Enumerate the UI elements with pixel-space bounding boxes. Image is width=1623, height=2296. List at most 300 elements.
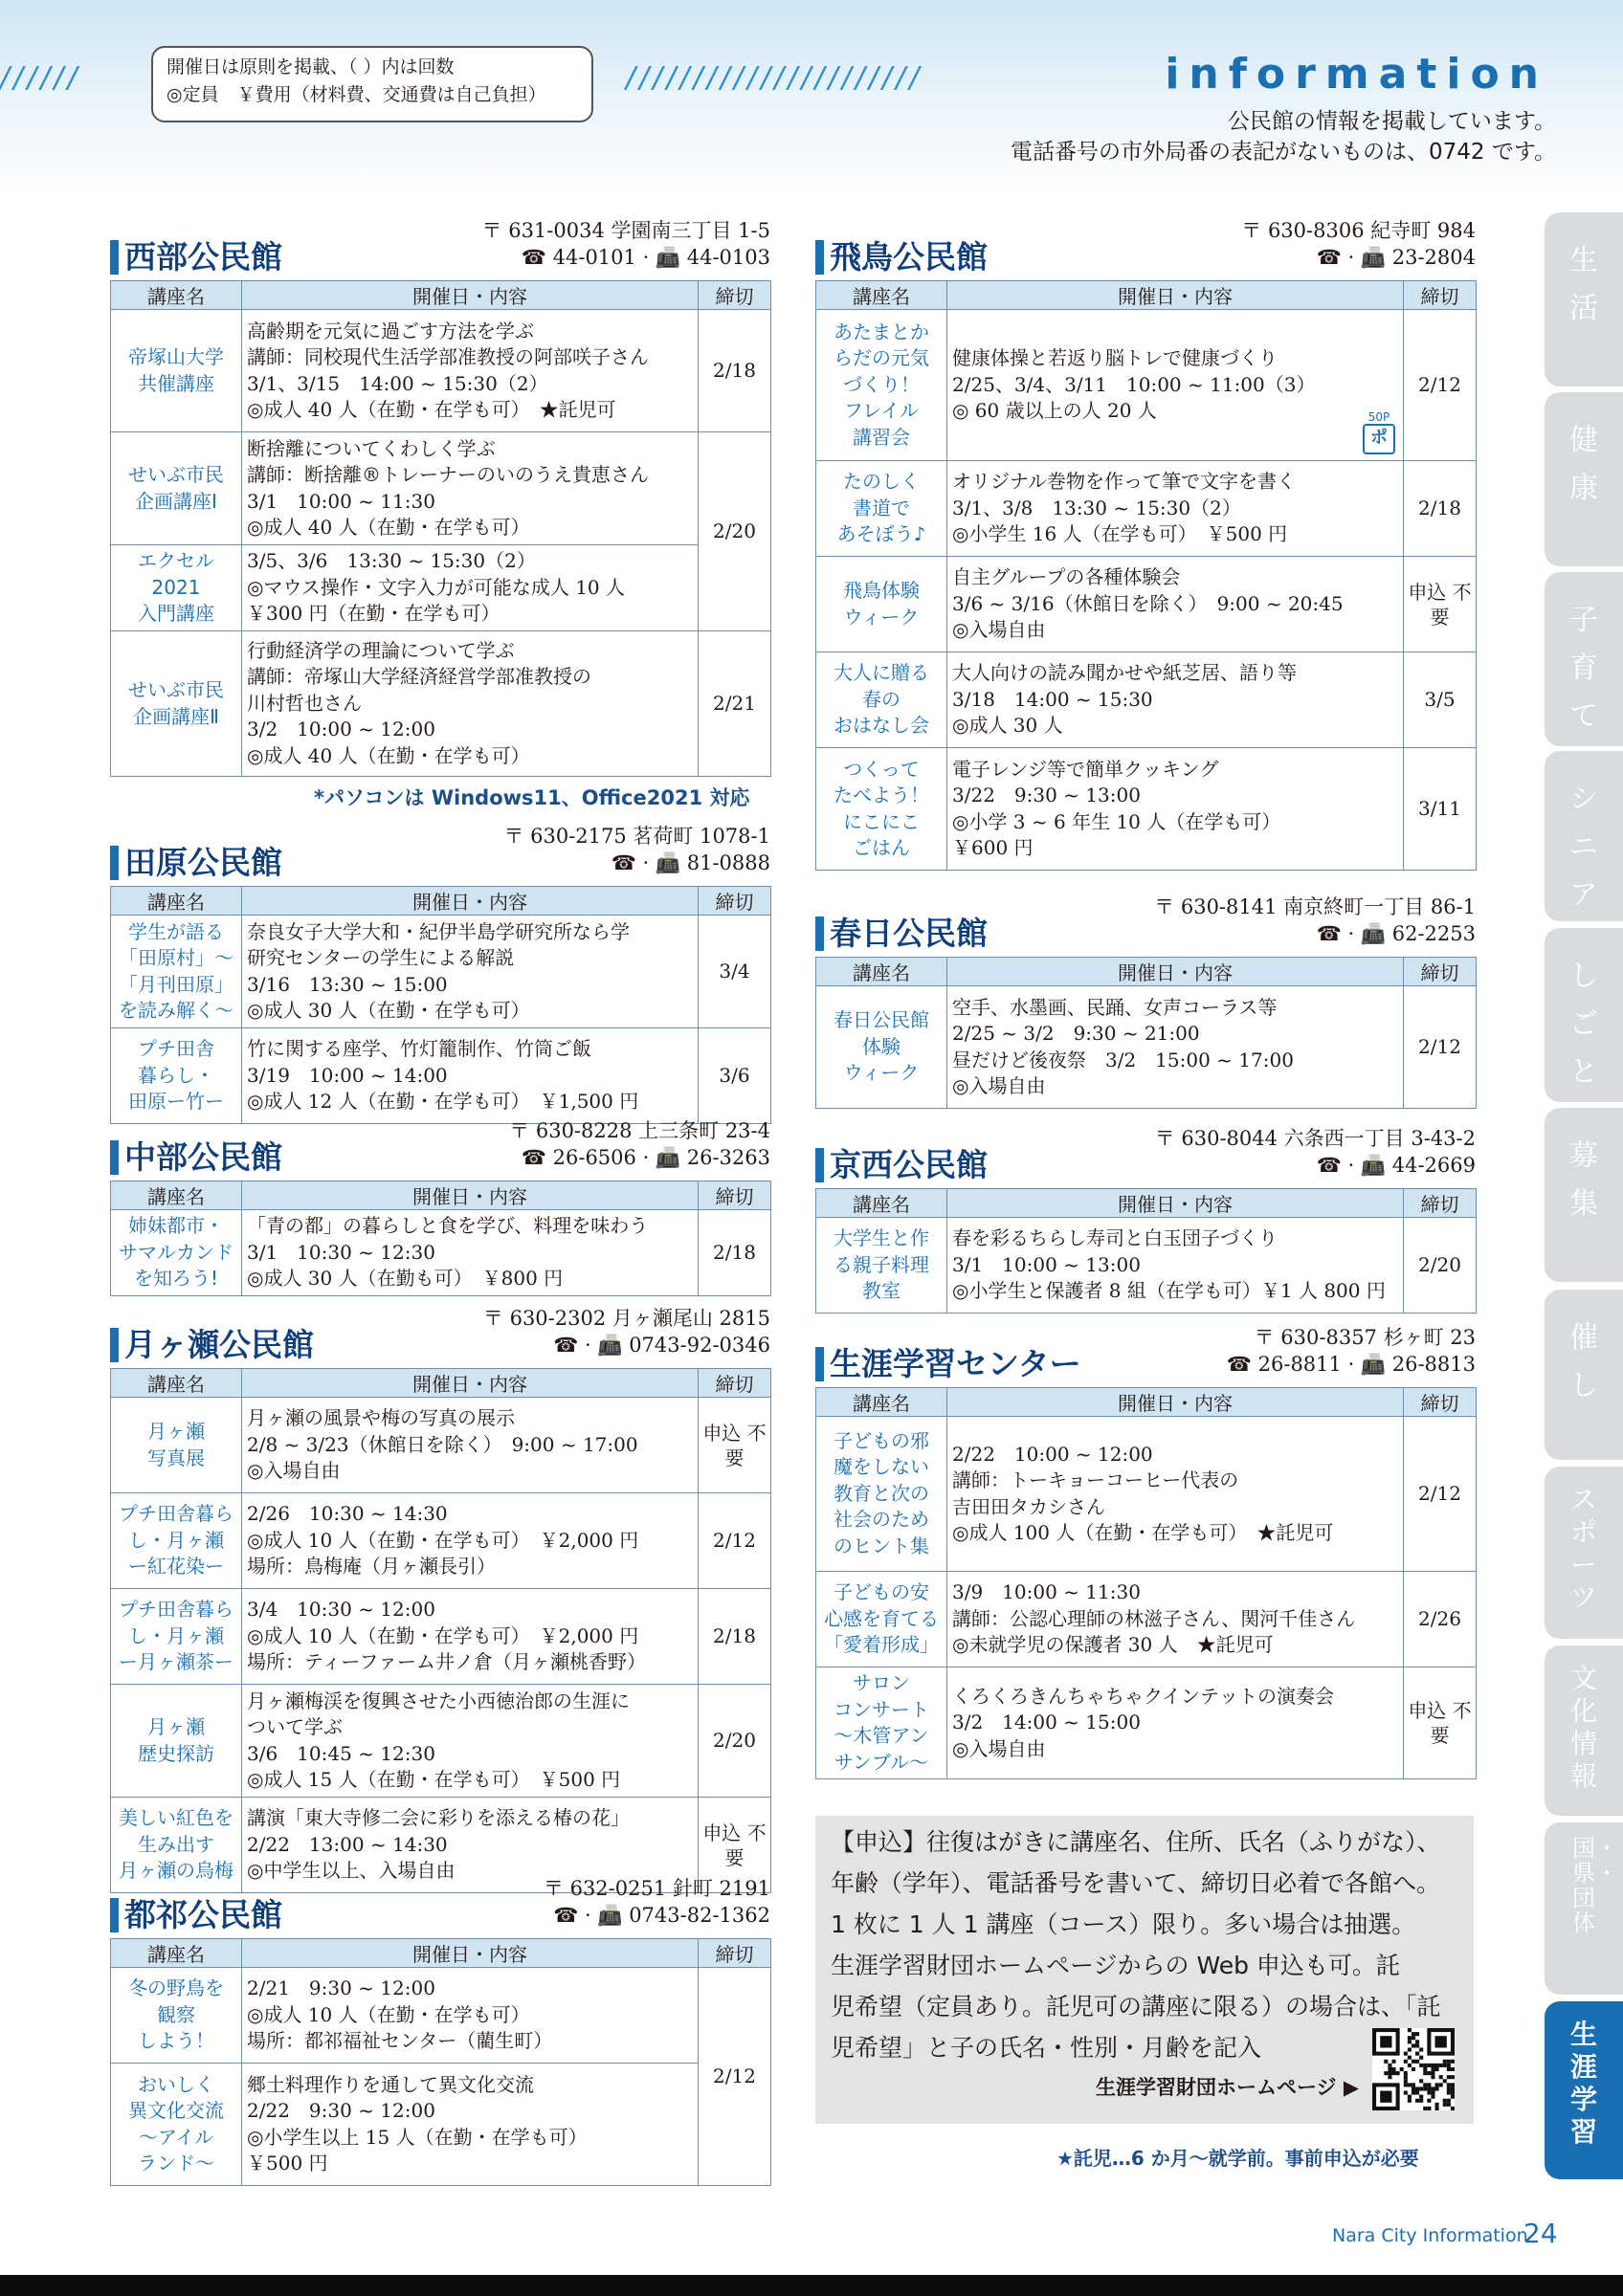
course-content-line: 場所：都祁福祉センター（藺生町） <box>247 2029 553 2053</box>
course-content-line: ◎成人 15 人（在勤・在学も可） ￥500 円 <box>247 1768 621 1791</box>
column-header-deadline: 締切 <box>699 281 771 310</box>
course-content-line: 郷土料理作りを通して異文化交流 <box>247 2072 534 2096</box>
course-content-line: 3/1 10:30 ~ 12:30 <box>247 1240 435 1264</box>
section-5 <box>815 213 1476 871</box>
table-header-row <box>816 1189 1477 1218</box>
course-content-line: 講師：トーキョーコーヒー代表の <box>952 1468 1239 1491</box>
course-content-line: ◎小学生以上 15 人（在勤・在学も可） <box>247 2125 588 2149</box>
course-content <box>947 557 1404 652</box>
course-name <box>111 1398 242 1493</box>
sidebar-tab-0[interactable] <box>1545 212 1623 386</box>
course-name-line: 異文化交流 <box>128 2099 224 2122</box>
course-content-line: 講師：同校現代生活学部准教授の阿部咲子さん <box>247 345 649 368</box>
course-name-line: 2021 <box>151 575 201 599</box>
course-name-line: 大学生と作 <box>834 1226 929 1250</box>
course-content-line: 2/22 9:30 ~ 12:00 <box>247 2099 435 2122</box>
phone-fax: ☎ 26-6506 · 📠 26-3263 <box>521 1146 770 1169</box>
column-header-content: 開催日・内容 <box>242 1181 699 1210</box>
sidebar-tab-1[interactable] <box>1545 392 1623 566</box>
course-name-line: 共催講座 <box>138 371 214 395</box>
column-header-content: 開催日・内容 <box>947 1189 1404 1218</box>
course-content-line: ◎小学生 16 人（在学も可） ￥500 円 <box>952 522 1288 546</box>
postal-address: 〒 630-2175 茗荷町 1078-1 <box>503 825 770 848</box>
course-deadline: 3/4 <box>699 916 771 1028</box>
postal-address: 〒 630-8306 紀寺町 984 <box>1241 219 1476 242</box>
course-name <box>111 916 242 1028</box>
table-header-row <box>816 1388 1477 1417</box>
course-name-line: 飛鳥体験 <box>843 579 920 602</box>
table-row <box>111 1685 771 1798</box>
course-deadline: 2/18 <box>699 1589 771 1685</box>
course-content <box>242 1685 699 1798</box>
course-content-line: ◎成人 100 人（在勤・在学も可） ★託児可 <box>952 1521 1334 1544</box>
course-content-line: ◎成人 10 人（在勤・在学も可） <box>247 2002 530 2026</box>
table-row <box>816 310 1477 461</box>
sidebar-tab-8[interactable] <box>1545 1645 1623 1816</box>
application-text-line: 児希望（定員あり。託児可の講座に限る）の場合は、「託 <box>831 1993 1441 2020</box>
table-row <box>111 2064 771 2186</box>
course-content <box>242 545 699 631</box>
course-name-line: を読み解く～ <box>119 999 233 1022</box>
application-text <box>831 1821 1464 2068</box>
course-name-line: あたまとか <box>834 320 929 343</box>
course-content <box>242 1028 699 1124</box>
course-name <box>816 1572 947 1667</box>
course-deadline: 2/12 <box>1404 986 1477 1109</box>
column-header-deadline: 締切 <box>699 1939 771 1968</box>
table-row <box>816 1667 1477 1779</box>
course-name-line: 「月刊田原」 <box>119 972 233 996</box>
course-content <box>242 631 699 777</box>
phone-fax: ☎ 26-8811 · 📠 26-8813 <box>1226 1353 1476 1376</box>
course-content-line: ◎ 60 歳以上の人 20 人 <box>952 399 1157 423</box>
table-row <box>816 1417 1477 1572</box>
course-name-line: 冬の野鳥を <box>128 1976 224 2000</box>
application-info-box <box>815 1816 1474 2124</box>
application-text-line: 【申込】往復はがきに講座名、住所、氏名（ふりがな）、 <box>831 1828 1441 1856</box>
table-row <box>816 1218 1477 1314</box>
course-content-line: ◎未就学児の保護者 30 人 ★託児可 <box>952 1633 1274 1657</box>
course-content-line: 電子レンジ等で簡単クッキング <box>952 757 1219 781</box>
course-table <box>815 1387 1477 1779</box>
course-content <box>242 1398 699 1493</box>
course-name-line: たのしく <box>843 470 920 494</box>
course-content <box>242 1589 699 1685</box>
course-content-line: ◎成人 30 人（在勤も可） ￥800 円 <box>247 1267 564 1291</box>
postal-address: 〒 630-8228 上三条町 23-4 <box>509 1119 770 1142</box>
course-content-line: ◎マウス操作・文字入力が可能な成人 10 人 <box>247 575 626 599</box>
table-row <box>111 1493 771 1589</box>
sidebar-tab-3[interactable] <box>1545 751 1623 921</box>
course-content-line: 3/1 10:00 ~ 11:30 <box>247 489 435 513</box>
postal-address: 〒 632-0251 針町 2191 <box>543 1877 770 1900</box>
course-content <box>947 1667 1404 1779</box>
sidebar-tab-2[interactable] <box>1545 572 1623 746</box>
course-name-line: 企画講座Ⅱ <box>133 704 219 728</box>
course-name-line: 春日公民館 <box>834 1008 929 1032</box>
table-header-row <box>816 958 1477 986</box>
course-content-line: ◎成人 10 人（在勤・在学も可） ￥2,000 円 <box>247 1528 639 1552</box>
course-content <box>242 1493 699 1589</box>
course-name-line: 大人に贈る <box>834 661 929 685</box>
column-header-name: 講座名 <box>816 958 947 986</box>
course-name <box>111 1685 242 1798</box>
section-header <box>110 1301 770 1368</box>
course-name-line: プチ田舎暮ら <box>119 1502 233 1526</box>
course-content-line: 3/22 9:30 ~ 13:00 <box>952 784 1141 806</box>
information-title: information <box>1165 50 1548 99</box>
course-content-line: 2/21 9:30 ~ 12:00 <box>247 1976 435 2000</box>
course-name-line: サンブル～ <box>834 1750 929 1774</box>
course-content-line: 3/4 10:30 ~ 12:00 <box>247 1598 435 1622</box>
course-name-line: 入門講座 <box>138 602 214 626</box>
sidebar-tab-label: 子育て <box>1569 604 1598 733</box>
course-content-line: 場所：鳥梅庵（月ヶ瀬長引） <box>247 1555 496 1578</box>
column-header-name: 講座名 <box>816 1388 947 1417</box>
sidebar-tab-label: 国・県・団体 <box>1572 1835 1618 1936</box>
course-content-line: ￥500 円 <box>247 2152 328 2175</box>
section-note: *パソコンは Windows11、Office2021 対応 <box>314 786 750 809</box>
course-name <box>816 986 947 1109</box>
childcare-footnote: ★託児…6 か月～就学前。事前申込が必要 <box>1056 2147 1419 2170</box>
course-content-line: 3/1 10:00 ~ 13:00 <box>952 1252 1141 1276</box>
course-content-line: ◎成人 30 人 <box>952 714 1063 738</box>
postal-address: 〒 631-0034 学園南三丁目 1-5 <box>481 219 770 242</box>
course-name <box>111 432 242 545</box>
course-name <box>816 1218 947 1314</box>
table-header-row <box>816 281 1477 310</box>
course-content-line: 竹に関する座学、竹灯籠制作、竹筒ご飯 <box>247 1037 591 1061</box>
header-slash-decoration-right: ////////////////////// <box>626 61 923 95</box>
course-content-line: 行動経済学の理論について学ぶ <box>247 638 515 662</box>
course-content-line: 3/6 10:45 ~ 12:30 <box>247 1741 435 1765</box>
course-content-line: ◎成人 40 人（在勤・在学も可） <box>247 743 530 767</box>
table-row <box>816 557 1477 652</box>
sidebar-tab-label: しごと <box>1569 960 1598 1089</box>
column-header-name: 講座名 <box>816 281 947 310</box>
course-content-line: 2/25 ~ 3/2 9:30 ~ 21:00 <box>952 1022 1200 1045</box>
course-name-line: おいしく <box>138 2072 214 2096</box>
course-content-line: 3/6 ~ 3/16（休館日を除く） 9:00 ~ 20:45 <box>952 591 1344 615</box>
course-deadline: 2/18 <box>699 1210 771 1296</box>
course-name <box>111 310 242 432</box>
table-row <box>816 748 1477 871</box>
table-row <box>816 986 1477 1109</box>
course-content-line: 講師：断捨離®トレーナーのいのうえ貴恵さん <box>247 463 649 486</box>
homepage-link[interactable]: 生涯学習財団ホームページ ▶ <box>1095 2076 1359 2099</box>
course-content <box>947 986 1404 1109</box>
course-name-line: たべよう！ <box>834 784 929 806</box>
phone-fax: ☎ · 📠 23-2804 <box>1316 246 1476 269</box>
course-name-line: プチ田舎暮ら <box>119 1598 233 1622</box>
course-table <box>815 280 1477 871</box>
course-content <box>242 916 699 1028</box>
section-2 <box>110 1114 770 1296</box>
section-title: 中部公民館 <box>110 1140 282 1175</box>
course-table <box>110 1938 771 2186</box>
course-deadline: 2/26 <box>1404 1572 1477 1667</box>
column-header-content: 開催日・内容 <box>947 281 1404 310</box>
course-name <box>111 1968 242 2064</box>
course-content-line: ◎成人 40 人（在勤・在学も可） ★託児可 <box>247 398 616 421</box>
course-name-line: ～木管アン <box>834 1724 929 1747</box>
course-deadline: 3/11 <box>1404 748 1477 871</box>
course-name-line: ー月ヶ瀬茶ー <box>119 1650 233 1674</box>
course-name-line: 観察 <box>157 2002 195 2026</box>
point-badge-icon <box>1363 411 1395 454</box>
section-1 <box>110 819 770 1124</box>
course-content-line: ◎入場自由 <box>952 1074 1046 1097</box>
course-deadline: 2/21 <box>699 631 771 777</box>
course-content-line: 講演「東大寺修二会に彩りを添える椿の花」 <box>247 1806 630 1830</box>
course-content-line: 場所：ティーファーム井ノ倉（月ヶ瀬桃香野） <box>247 1650 646 1674</box>
course-name-line: コンサート <box>834 1697 929 1721</box>
course-content <box>242 1210 699 1296</box>
course-content-line: 研究センターの学生による解説 <box>247 946 515 969</box>
course-name-line: 魔をしない <box>834 1455 929 1479</box>
course-name-line: 子どもの安 <box>834 1580 929 1604</box>
course-name-line: 月ヶ瀬 <box>147 1420 205 1443</box>
course-name-line: らだの元気 <box>834 346 929 370</box>
course-content-line: 3/5、3/6 13:30 ~ 15:30（2） <box>247 549 536 573</box>
sidebar-tab-label: 生涯学習 <box>1570 2019 1598 2148</box>
course-name-line: 「愛着形成」 <box>824 1633 939 1657</box>
section-address <box>503 823 770 876</box>
table-row <box>111 916 771 1028</box>
course-content <box>242 2064 699 2186</box>
column-header-deadline: 締切 <box>1404 281 1477 310</box>
course-table <box>110 1181 771 1296</box>
course-content-line: ￥300 円（在勤・在学も可） <box>247 602 500 626</box>
course-table <box>110 1368 771 1893</box>
course-deadline: 2/20 <box>1404 1218 1477 1314</box>
information-subtitle-1: 公民館の情報を掲載しています。 <box>1227 109 1556 134</box>
column-header-content: 開催日・内容 <box>242 281 699 310</box>
phone-fax: ☎ · 📠 0743-82-1362 <box>553 1904 770 1927</box>
course-name <box>816 748 947 871</box>
qr-code-icon[interactable] <box>1372 2028 1455 2110</box>
section-address <box>1154 894 1476 947</box>
table-row <box>111 545 771 631</box>
table-row <box>111 1398 771 1493</box>
course-content-line: 自主グループの各種体験会 <box>952 565 1181 589</box>
bottom-bar <box>0 2275 1623 2296</box>
sidebar-tab-5[interactable] <box>1545 1108 1623 1282</box>
course-content-line: 高齢期を元気に過ごす方法を学ぶ <box>247 319 534 342</box>
course-content-line: 川村哲也さん <box>247 691 362 715</box>
course-name-line: 書道で <box>853 496 910 519</box>
course-name <box>111 2064 242 2186</box>
section-address <box>1227 1324 1476 1378</box>
course-table <box>110 886 771 1124</box>
course-deadline: 2/12 <box>1404 310 1477 461</box>
table-header-row <box>111 1181 771 1210</box>
course-name-line: せいぶ市民 <box>128 463 224 486</box>
table-row <box>816 1572 1477 1667</box>
table-header-row <box>111 1369 771 1398</box>
course-content-line: ◎成人 30 人（在勤・在学も可） <box>247 999 530 1022</box>
course-name-line: 生み出す <box>138 1832 214 1856</box>
course-name-line: 月ヶ瀬の烏梅 <box>119 1859 233 1883</box>
application-text-line: 1 枚に 1 人 1 講座（コース）限り。多い場合は抽選。 <box>831 1910 1416 1938</box>
course-content <box>947 652 1404 748</box>
course-name-line: つくって <box>843 757 920 781</box>
sidebar-tab-6[interactable] <box>1545 1290 1623 1460</box>
course-name-line: 教育と次の <box>834 1481 929 1505</box>
column-header-deadline: 締切 <box>699 887 771 916</box>
course-content-line: 空手、水墨画、民踊、女声コーラス等 <box>952 995 1278 1019</box>
course-name-line: せいぶ市民 <box>128 678 224 701</box>
course-deadline: 申込 不要 <box>1404 1667 1477 1779</box>
course-deadline: 2/12 <box>1404 1417 1477 1572</box>
course-name-line: 企画講座Ⅰ <box>135 489 217 513</box>
course-name-line: づくり！ <box>843 372 920 396</box>
section-title: 春日公民館 <box>815 916 988 951</box>
course-name <box>111 545 242 631</box>
table-header-row <box>111 887 771 916</box>
course-name-line: 暮らし・ <box>138 1063 214 1087</box>
course-deadline: 2/18 <box>1404 461 1477 557</box>
section-header <box>815 1121 1476 1188</box>
course-content-line: ついて学ぶ <box>247 1715 343 1738</box>
phone-fax: ☎ · 📠 81-0888 <box>611 851 770 874</box>
section-3 <box>110 1301 770 1893</box>
section-header <box>110 819 770 886</box>
course-name-line: 月ヶ瀬 <box>147 1715 205 1738</box>
table-row <box>111 1210 771 1296</box>
course-content-line: 3/18 14:00 ~ 15:30 <box>952 687 1153 711</box>
sidebar-tab-7[interactable] <box>1545 1467 1623 1639</box>
course-name-line: 写真展 <box>147 1446 205 1469</box>
course-name-line: おはなし会 <box>834 714 929 738</box>
course-deadline: 申込 不要 <box>699 1798 771 1893</box>
course-content-line: 3/1、3/15 14:00 ~ 15:30（2） <box>247 371 548 395</box>
section-address <box>1241 217 1476 271</box>
table-row <box>111 310 771 432</box>
course-content-line: 2/22 10:00 ~ 12:00 <box>952 1442 1153 1466</box>
course-name-line: ウィーク <box>843 1061 920 1085</box>
header-slash-decoration-left: ////// <box>0 61 81 95</box>
course-name <box>816 557 947 652</box>
course-name-line: を知ろう! <box>133 1267 219 1291</box>
table-row <box>816 652 1477 748</box>
column-header-content: 開催日・内容 <box>242 1369 699 1398</box>
section-address <box>509 1117 770 1171</box>
course-name-line: る親子料理 <box>834 1252 929 1276</box>
course-name <box>111 1028 242 1124</box>
sidebar-tab-9[interactable] <box>1545 1822 1623 1995</box>
course-name-line: 美しい紅色を <box>119 1806 233 1830</box>
postal-address: 〒 630-8141 南京終町一丁目 86-1 <box>1154 895 1476 918</box>
course-name <box>816 1667 947 1779</box>
course-name-line: 心感を育てる <box>824 1606 939 1630</box>
qr-code-pattern <box>1372 2028 1455 2110</box>
sidebar-tab-10[interactable] <box>1545 2001 1623 2179</box>
section-address <box>544 1875 770 1929</box>
course-name-line: 「田原村」～ <box>119 946 233 969</box>
course-content-line: 3/1、3/8 13:30 ~ 15:30（2） <box>952 496 1241 519</box>
section-4 <box>110 1871 770 2186</box>
course-content-line: 吉田田タカシさん <box>952 1494 1105 1518</box>
postal-address: 〒 630-2302 月ヶ瀬尾山 2815 <box>482 1307 770 1330</box>
course-deadline: 2/18 <box>699 310 771 432</box>
column-header-content: 開催日・内容 <box>947 1388 1404 1417</box>
course-content <box>947 1417 1404 1572</box>
column-header-name: 講座名 <box>111 281 242 310</box>
section-title: 田原公民館 <box>110 846 282 880</box>
course-content-line: ◎小学 3 ~ 6 年生 10 人（在学も可） <box>952 809 1281 833</box>
table-header-row <box>111 1939 771 1968</box>
section-header <box>110 1114 770 1181</box>
phone-fax: ☎ · 📠 62-2253 <box>1316 922 1476 945</box>
course-content-line: 健康体操と若返り脳トレで健康づくり <box>952 346 1278 370</box>
section-title: 西部公民館 <box>110 240 282 275</box>
column-header-name: 講座名 <box>111 1939 242 1968</box>
course-content <box>947 461 1404 557</box>
course-name-line: ー紅花染ー <box>128 1555 224 1578</box>
course-content <box>242 310 699 432</box>
course-content-line: ◎入場自由 <box>247 1459 341 1483</box>
course-deadline: 3/5 <box>1404 652 1477 748</box>
sidebar-tab-4[interactable] <box>1545 928 1623 1102</box>
column-header-name: 講座名 <box>111 1369 242 1398</box>
course-content <box>947 1572 1404 1667</box>
course-name-line: ごはん <box>853 836 910 859</box>
course-content-line: 3/9 10:00 ~ 11:30 <box>952 1580 1141 1604</box>
section-title: 京西公民館 <box>815 1148 988 1182</box>
column-header-deadline: 締切 <box>699 1181 771 1210</box>
course-name-line: 田原ー竹ー <box>128 1090 224 1114</box>
section-address <box>483 1305 770 1358</box>
course-name-line: 体験 <box>862 1034 900 1058</box>
section-title: 月ヶ瀬公民館 <box>110 1328 314 1362</box>
course-table <box>815 957 1477 1109</box>
course-content-line: ◎成人 40 人（在勤・在学も可） <box>247 516 530 539</box>
point-badge-mark: ポ <box>1363 424 1395 454</box>
column-header-content: 開催日・内容 <box>947 958 1404 986</box>
course-content <box>242 432 699 545</box>
column-header-content: 開催日・内容 <box>242 887 699 916</box>
course-content-line: 3/2 14:00 ~ 15:00 <box>952 1711 1141 1734</box>
table-header-row <box>111 281 771 310</box>
course-name-line: サロン <box>853 1671 910 1694</box>
sidebar-tab-label: 催し <box>1569 1321 1598 1402</box>
course-deadline: 2/20 <box>699 1685 771 1798</box>
column-header-content: 開催日・内容 <box>242 1939 699 1968</box>
course-content-line: 「青の都」の暮らしと食を学び、料理を味わう <box>247 1214 649 1238</box>
point-badge-label: 50P <box>1367 410 1390 424</box>
table-row <box>111 1028 771 1124</box>
table-row <box>111 432 771 545</box>
postal-address: 〒 630-8357 杉ヶ町 23 <box>1254 1326 1476 1349</box>
section-header <box>815 890 1476 957</box>
course-name <box>111 631 242 777</box>
section-address <box>482 217 770 271</box>
phone-fax: ☎ · 📠 44-2669 <box>1316 1154 1476 1177</box>
section-header <box>815 213 1476 280</box>
application-text-line: 児希望」と子の氏名・性別・月齢を記入 <box>831 2034 1262 2062</box>
course-content-line: 2/26 10:30 ~ 14:30 <box>247 1502 448 1526</box>
legend-note-line2: ◎定員 ￥費用（材料費、交通費は自己負担） <box>167 84 546 105</box>
section-header <box>110 1871 770 1938</box>
course-content-line: 3/2 10:00 ~ 12:00 <box>247 718 435 741</box>
course-content-line: 3/16 13:30 ~ 15:00 <box>247 972 448 996</box>
course-name-line: 学生が語る <box>128 919 224 943</box>
course-content-line: くろくろきんちゃちゃクインテットの演奏会 <box>952 1684 1334 1708</box>
column-header-name: 講座名 <box>111 887 242 916</box>
legend-note-line1: 開催日は原則を掲載、（ ）内は回数 <box>167 56 455 77</box>
course-name-line: 春の <box>862 687 900 711</box>
